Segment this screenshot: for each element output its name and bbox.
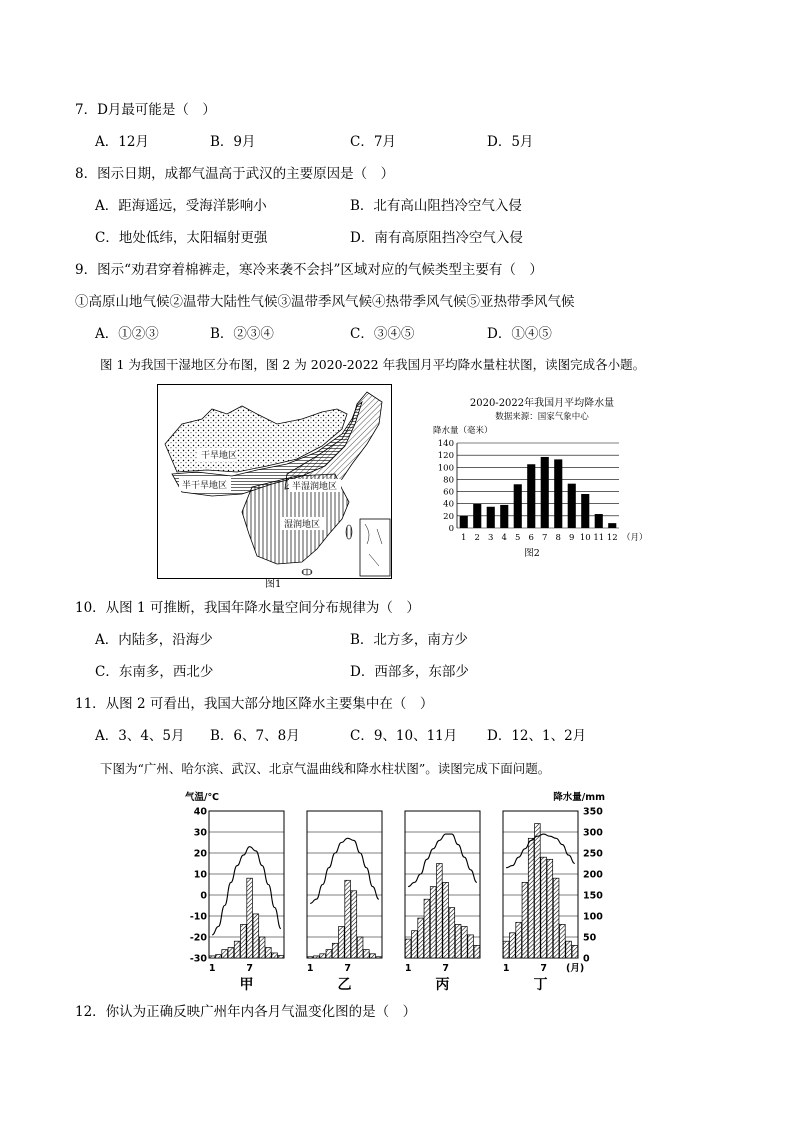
chart2-bar [473,504,481,528]
climate-precip-bar [510,933,516,958]
climate-xtick-label: 7 [246,963,253,974]
climate-precip-bar [528,838,534,958]
climate-charts [185,783,605,993]
chart2-bar [527,464,535,528]
climate-precip-bar [222,950,228,958]
chart2-ytick-label: 20 [443,511,454,522]
climate-precip-bar [364,950,370,958]
climate-temp-tick-label: 30 [193,827,207,839]
q8-option-c[interactable]: C．地处低纬，太阳辐射更强 [95,230,268,246]
q9-option-c[interactable]: C．③④⑤ [350,326,415,342]
climate-left-axis-label: 气温/℃ [185,792,219,803]
chart2-title: 2020-2022年我国月平均降水量 [469,398,615,409]
climate-precip-bar [234,941,240,958]
climate-xtick-label: 7 [344,963,351,974]
q10-option-b[interactable]: B．北方多，南方少 [350,632,468,648]
chart2-bar [487,507,495,528]
chart2-xtick-label: 4 [501,533,507,543]
chart2-xtick-label: 2 [474,533,480,543]
climate-xtick-label: 1 [208,963,216,974]
chart2-xtick-label: 12 [606,533,618,543]
q7-option-d[interactable]: D．5月 [487,134,534,150]
climate-precip-bar [209,956,215,958]
climate-precip-bar [405,939,411,958]
chart2-ytick-label: 40 [443,499,454,510]
chart2-bar [581,494,589,528]
chart2-ytick-label: 60 [443,487,454,498]
climate-panel-label: 丙 [435,977,450,993]
q9-option-b[interactable]: B．②③④ [210,326,274,342]
climate-precip-tick-label: 300 [583,827,603,839]
climate-precip-bar [357,937,363,958]
climate-precip-tick-label: 200 [583,869,603,881]
climate-precip-bar [503,941,509,958]
chart2-xtick-label: 6 [528,533,534,543]
climate-temp-tick-label: -30 [189,953,207,965]
climate-precip-bar [351,891,357,958]
q7-stem: 7．D月最可能是（ ） [75,102,216,118]
label-semi-humid: 半湿润地区 [292,482,338,492]
climate-precip-tick-label: 0 [583,953,590,965]
climate-xtick-label: 1 [306,963,314,974]
climate-precip-bar [430,887,436,958]
chart2-bar [608,523,616,528]
climate-precip-tick-label: 50 [583,932,597,944]
climate-precip-bar [418,918,424,958]
climate-temp-tick-label: 40 [193,806,207,818]
climate-precip-bar [412,931,418,958]
q12-stem: 12．你认为正确反映广州年内各月气温变化图的是（ ） [75,1004,417,1020]
q8-option-d[interactable]: D．南有高原阻挡冷空气入侵 [350,230,523,246]
q8-option-a[interactable]: A．距海遥远，受海洋影响小 [95,198,267,214]
climate-precip-bar [241,924,247,958]
climate-precip-bar [228,948,234,959]
q8-option-b[interactable]: B．北有高山阻挡冷空气入侵 [350,198,522,214]
q11-stem: 11．从图 2 可看出，我国大部分地区降水主要集中在（ ） [75,696,434,712]
climate-precip-bar [449,908,455,958]
climate-temp-tick-label: 20 [193,848,207,860]
climate-xtick-label: 7 [442,963,449,974]
chart2-xtick-label: 3 [488,533,494,543]
q9-stem: 9．图示“劝君穿着棉裤走，寒冷来袭不会抖”区域对应的气候类型主要有（ ） [75,262,543,278]
chart2-xtick-label: 7 [542,533,548,543]
chart2-ytick-label: 0 [448,524,454,534]
q7-option-a[interactable]: A．12月 [95,134,149,150]
climate-precip-tick-label: 100 [583,911,603,923]
chart2-ytick-label: 140 [437,439,454,449]
climate-precip-bar [516,922,522,958]
south-china-sea-inset [360,519,390,576]
chart2-ytick-label: 80 [443,475,454,486]
q11-option-d[interactable]: D．12、1、2月 [487,728,587,744]
chart2-ytick-label: 120 [437,451,454,462]
climate-precip-bar [332,943,338,958]
q9-option-a[interactable]: A．①②③ [95,326,159,342]
figure-intro-2: 下图为“广州、哈尔滨、武汉、北京气温曲线和降水柱状图”。读图完成下面问题。 [100,761,551,776]
chart2-xtick-label: 10 [579,533,591,543]
chart2-bar [568,484,576,528]
label-semi-arid: 半干旱地区 [182,481,228,491]
chart2-xtick-label: 8 [555,533,561,543]
climate-precip-bar [424,899,430,958]
climate-precip-bar [247,878,253,958]
chart2-bar [500,505,508,528]
climate-precip-bar [541,857,547,958]
climate-precip-bar [307,957,313,958]
chart2-xtick-label: 1 [461,533,467,543]
climate-precip-bar [216,955,222,958]
chart2-bar [595,514,603,528]
climate-right-axis-label: 降水量/mm [553,792,605,803]
monthly-precipitation-chart [427,393,657,563]
climate-precip-bar [314,956,320,958]
climate-precip-bar [320,954,326,958]
chart2-xtick-label: 11 [593,533,605,543]
climate-panel-label: 丁 [533,977,548,993]
q7-option-c[interactable]: C．7月 [350,134,396,150]
dry-wet-regions-map [157,384,392,579]
climate-precip-bar [370,954,376,958]
q10-option-a[interactable]: A．内陆多，沿海少 [95,632,213,648]
q10-option-d[interactable]: D．西部多，东部少 [350,664,469,680]
climate-xtick-label: 1 [404,963,412,974]
chart2-xtick-label: 5 [515,533,521,543]
climate-xtick-label: 7 [540,963,547,974]
climate-temp-tick-label: -20 [189,932,207,944]
climate-temp-tick-label: 10 [193,869,207,881]
climate-precip-bar [345,880,351,958]
chart2-caption: 图2 [524,548,540,559]
climate-month-unit: (月) [566,963,585,974]
chart2-ytick-label: 100 [437,463,454,474]
q7-option-b[interactable]: B．9月 [210,134,256,150]
climate-precip-tick-label: 250 [583,848,603,860]
climate-panel [307,811,382,993]
climate-panel [209,811,284,993]
climate-precip-bar [572,945,578,958]
climate-precip-bar [272,953,278,958]
climate-precip-bar [468,935,474,958]
climate-precip-bar [560,924,566,958]
label-humid: 湿润地区 [284,520,321,530]
climate-precip-bar [455,924,461,958]
climate-temp-tick-label: 0 [200,890,207,902]
climate-xtick-label: 1 [502,963,510,974]
q10-option-c[interactable]: C．东南多，西北少 [95,664,214,680]
climate-precip-bar [339,927,345,959]
label-arid: 干旱地区 [201,451,238,461]
q8-stem: 8．图示日期，成都气温高于武汉的主要原因是（ ） [75,166,395,182]
climate-panel [405,811,480,993]
climate-precip-bar [474,945,480,958]
climate-precip-bar [553,878,559,958]
figure-intro-1: 图 1 为我国干湿地区分布图，图 2 为 2020-2022 年我国月平均降水量柱状图，读图完成各小题。 [100,357,646,372]
q9-option-d[interactable]: D．①④⑤ [487,326,552,342]
chart2-bar [514,484,522,528]
q10-stem: 10．从图 1 可推断，我国年降水量空间分布规律为（ ） [75,600,420,616]
climate-precip-bar [462,927,468,959]
q11-option-b[interactable]: B．6、7、8月 [210,728,300,744]
chart2-subtitle: 数据来源：国家气象中心 [495,412,589,422]
climate-precip-bar [278,955,284,958]
chart2-xtick-label: 9 [569,533,575,543]
chart2-xlabel: （月） [622,533,648,543]
chart2-bar [460,516,468,528]
climate-precip-tick-label: 350 [583,806,603,818]
climate-precip-bar [522,882,528,958]
climate-precip-bar [266,948,272,959]
chart2-ylabel: 降水量（毫米） [433,426,493,436]
climate-precip-tick-label: 150 [583,890,603,902]
climate-panel-label: 乙 [337,977,352,993]
climate-precip-bar [437,864,443,959]
q11-option-c[interactable]: C．9、10、11月 [350,728,458,744]
climate-precip-bar [443,882,449,958]
climate-precip-bar [253,914,259,958]
chart2-bar [554,459,562,528]
q9-choices: ①高原山地气候②温带大陆性气候③温带季风气候④热带季风气候⑤亚热带季风气候 [75,294,575,310]
climate-precip-bar [376,957,382,958]
q11-option-a[interactable]: A．3、4、5月 [95,728,185,744]
climate-precip-bar [326,950,332,958]
climate-precip-bar [535,824,541,958]
climate-precip-bar [566,941,572,958]
chart2-bar [541,457,549,528]
figure-1-caption: 图1 [265,579,282,590]
climate-panel-label: 甲 [239,977,254,993]
climate-temp-tick-label: -10 [189,911,207,923]
climate-precip-bar [259,937,265,958]
climate-precip-bar [547,859,553,958]
